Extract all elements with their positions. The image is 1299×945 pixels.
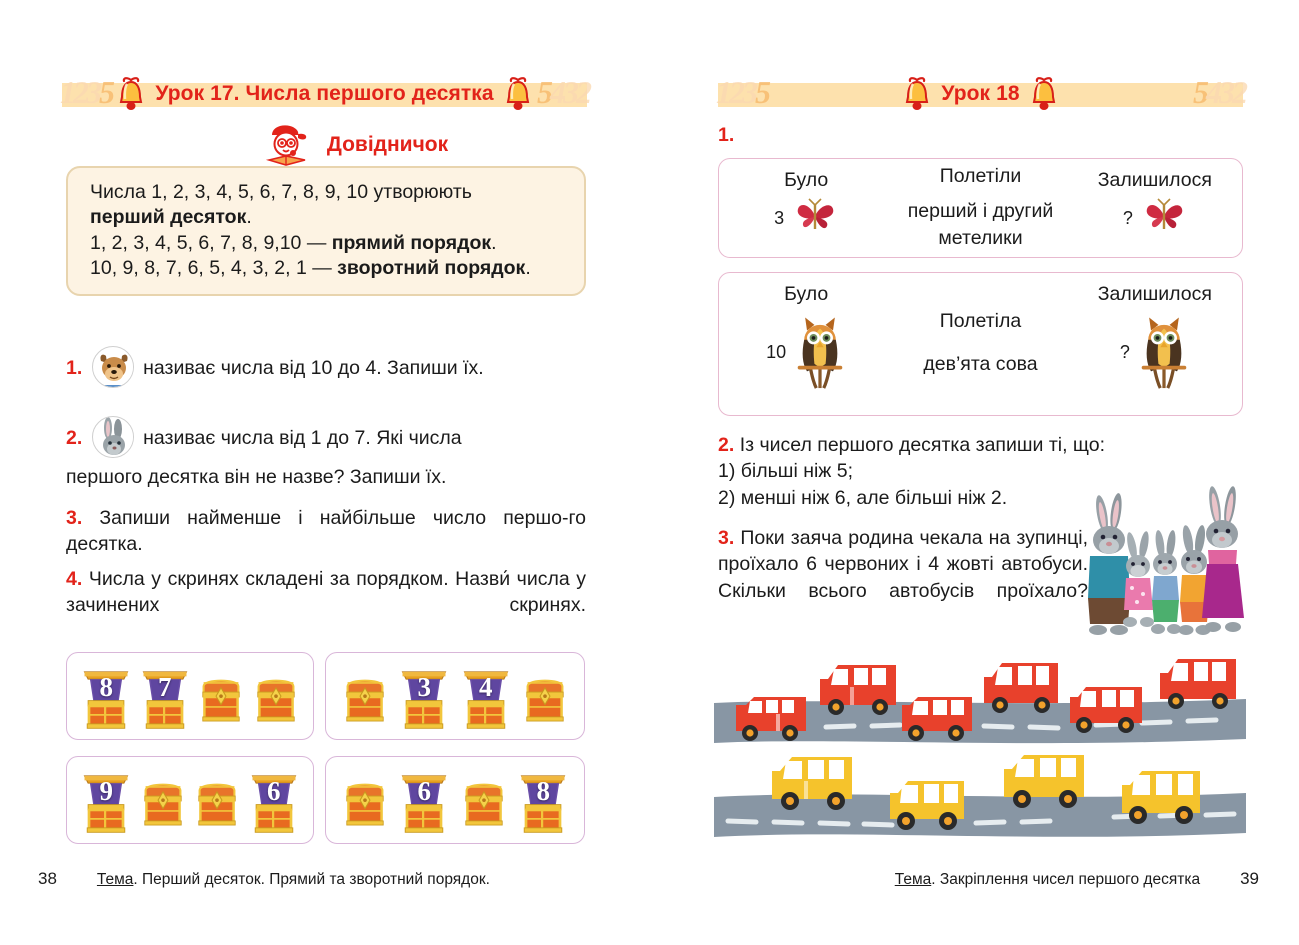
rabbit-family-illustration — [1086, 482, 1246, 642]
info-bold-reverse-order: зворотний порядок — [337, 257, 526, 280]
closed-chest — [196, 668, 246, 731]
header-decoration-left: 1235 — [716, 74, 768, 110]
right-page — [650, 0, 1299, 945]
right-exercise-2-line2: 1) більші ніж 5; — [718, 460, 854, 483]
table2-value-left: ? — [1119, 342, 1130, 362]
info-line-2: 1, 2, 3, 4, 5, 6, 7, 8, 9,10 — прямий порядок. — [90, 231, 497, 254]
right-exercise-2-number: 2. — [718, 434, 735, 456]
theme-label: Тема — [96, 871, 134, 888]
open-chest — [247, 767, 301, 835]
open-chest — [397, 663, 451, 731]
butterfly-icon — [1141, 196, 1187, 241]
reference-character-icon — [261, 122, 315, 168]
open-chest — [459, 663, 513, 731]
chest-number: 8 — [536, 776, 550, 806]
reference-info-box — [66, 166, 586, 296]
header-title-row — [62, 72, 587, 116]
table2-body-left — [1120, 310, 1190, 395]
closed-chest — [340, 772, 390, 835]
closed-chest — [459, 772, 509, 835]
table2-head-was: Було — [784, 283, 829, 305]
chest-number: 3 — [417, 672, 431, 702]
table1-value-left: ? — [1122, 208, 1133, 228]
owl-icon — [794, 310, 846, 395]
chest-group-1 — [66, 652, 314, 740]
page-number-left: 38 — [38, 869, 57, 888]
table1-head-left: Залишилося — [1097, 169, 1212, 191]
owl-task-table — [718, 272, 1243, 416]
table2-head-left: Залишилося — [1097, 283, 1212, 305]
lesson-title: Урок 17. Числа першого десятка — [155, 82, 494, 105]
right-exercise-2-line3: 2) менші ніж 6, але більші ніж 2. — [718, 486, 1008, 509]
chest-number: 7 — [158, 672, 172, 702]
info-line-3: 10, 9, 8, 7, 6, 5, 4, 3, 2, 1 — зворотний порядок. — [90, 257, 531, 280]
open-chest — [79, 663, 133, 731]
table2-head-flew: Полетіла — [939, 310, 1022, 333]
exercise-2-text-line1: називає числа від 1 до 7. Які числа — [143, 427, 462, 449]
closed-chest — [138, 772, 188, 835]
right-exercise-2-text: Із чисел першого десятка запиши ті, що: — [739, 434, 1106, 456]
table2-body-was — [766, 310, 846, 395]
exercise-1 — [66, 346, 586, 388]
theme-label: Тема — [894, 871, 932, 888]
header-title-row — [718, 72, 1243, 116]
lesson-title: Урок 18 — [941, 82, 1020, 105]
chest-number: 4 — [479, 672, 493, 702]
exercise-2 — [66, 416, 586, 490]
right-exercise-3-number: 3. — [718, 527, 735, 549]
chest-group-2 — [325, 652, 585, 740]
bell-icon — [902, 75, 932, 113]
bell-icon — [116, 75, 146, 113]
right-exercise-3-text: Поки заяча родина чекала на зупинці, проїхало 6 червоних і 4 жовті автобуси. Скільки всього автобусів проїхало? — [718, 527, 1088, 602]
closed-chest — [340, 668, 390, 731]
bell-icon — [1029, 75, 1059, 113]
closed-chest — [251, 668, 301, 731]
open-chest — [138, 663, 192, 731]
owl-icon — [1138, 310, 1190, 395]
table2-text-flew: дев’ята сова — [923, 353, 1038, 376]
chest-number: 8 — [99, 672, 113, 702]
table1-body-was — [774, 196, 838, 241]
table2-col-was — [719, 273, 893, 415]
exercise-4-text: Числа у скринях складені за порядком. Назви́ числа у зачинених скринях. — [66, 568, 586, 617]
info-line-1: Числа 1, 2, 3, 4, 5, 6, 7, 8, 9, 10 утворюють перший десяток. — [90, 181, 472, 229]
exercise-4-number: 4. — [66, 568, 83, 590]
info-text-forward: 1, 2, 3, 4, 5, 6, 7, 8, 9,10 — — [90, 231, 332, 254]
table2-col-left — [1068, 273, 1242, 415]
exercise-1-text: називає числа від 10 до 4. Запиши їх. — [143, 357, 484, 379]
task-1-number: 1. — [718, 124, 735, 146]
bell-icon — [503, 75, 533, 113]
chest-number: 9 — [99, 776, 113, 806]
chest-group-4 — [325, 756, 585, 844]
butterfly-icon — [792, 196, 838, 241]
reference-label: Довідничок — [326, 133, 449, 156]
closed-chest — [520, 668, 570, 731]
table2-value-was: 10 — [766, 342, 787, 362]
table1-col-was — [719, 159, 893, 257]
info-bold-forward-order: прямий порядок — [331, 231, 492, 254]
info-text-numbers: Числа 1, 2, 3, 4, 5, 6, 7, 8, 9, 10 утворюють — [90, 181, 472, 203]
chest-group-3 — [66, 756, 314, 844]
left-page-theme — [97, 871, 490, 889]
chest-number: 6 — [267, 776, 281, 806]
table1-text-flew: перший і другий метелики — [907, 200, 1054, 249]
left-page-header — [62, 72, 587, 116]
theme-text: . Закріплення чисел першого десятка — [931, 871, 1201, 888]
table1-body-left — [1123, 196, 1187, 241]
rabbit-avatar — [92, 416, 134, 458]
buses-on-road-illustration — [714, 645, 1246, 840]
reference-header — [62, 122, 587, 168]
table1-value-was: 3 — [774, 208, 785, 228]
butterfly-task-table — [718, 158, 1243, 258]
table1-col-flew — [893, 159, 1067, 257]
header-decoration-right: 5432 — [1193, 74, 1245, 110]
theme-text: . Перший десяток. Прямий та зворотний порядок. — [133, 871, 490, 888]
table1-head-flew: Полетіли — [939, 165, 1022, 188]
exercise-1-number: 1. — [66, 357, 83, 379]
exercise-4 — [66, 566, 586, 644]
chest-number: 6 — [417, 776, 431, 806]
exercise-2-text-line2: першого десятка він не назве? Запиши їх. — [66, 466, 447, 488]
open-chest — [516, 767, 570, 835]
open-chest — [397, 767, 451, 835]
left-page-footer — [38, 869, 490, 889]
exercise-2-number: 2. — [66, 427, 83, 449]
header-decoration-left: 1235 — [60, 74, 112, 110]
info-bold-first-ten: перший десяток — [90, 206, 247, 229]
header-decoration-right: 5432 — [537, 74, 589, 110]
page-number-right: 39 — [1240, 869, 1259, 888]
closed-chest — [192, 772, 242, 835]
open-chest — [79, 767, 133, 835]
right-page-header — [718, 72, 1243, 116]
right-exercise-3 — [718, 525, 1088, 630]
dog-avatar — [92, 346, 134, 388]
table2-col-flew — [893, 273, 1067, 415]
right-page-theme — [895, 871, 1200, 889]
table1-col-left — [1068, 159, 1242, 257]
right-page-footer — [895, 869, 1259, 889]
table1-head-was: Було — [784, 169, 829, 191]
exercise-3-text: Запиши найменше і найбільше число першо-го десятка. — [66, 507, 586, 556]
exercise-3-number: 3. — [66, 507, 83, 529]
info-text-reverse: 10, 9, 8, 7, 6, 5, 4, 3, 2, 1 — — [90, 257, 338, 280]
right-exercise-2-line1 — [718, 432, 1243, 458]
